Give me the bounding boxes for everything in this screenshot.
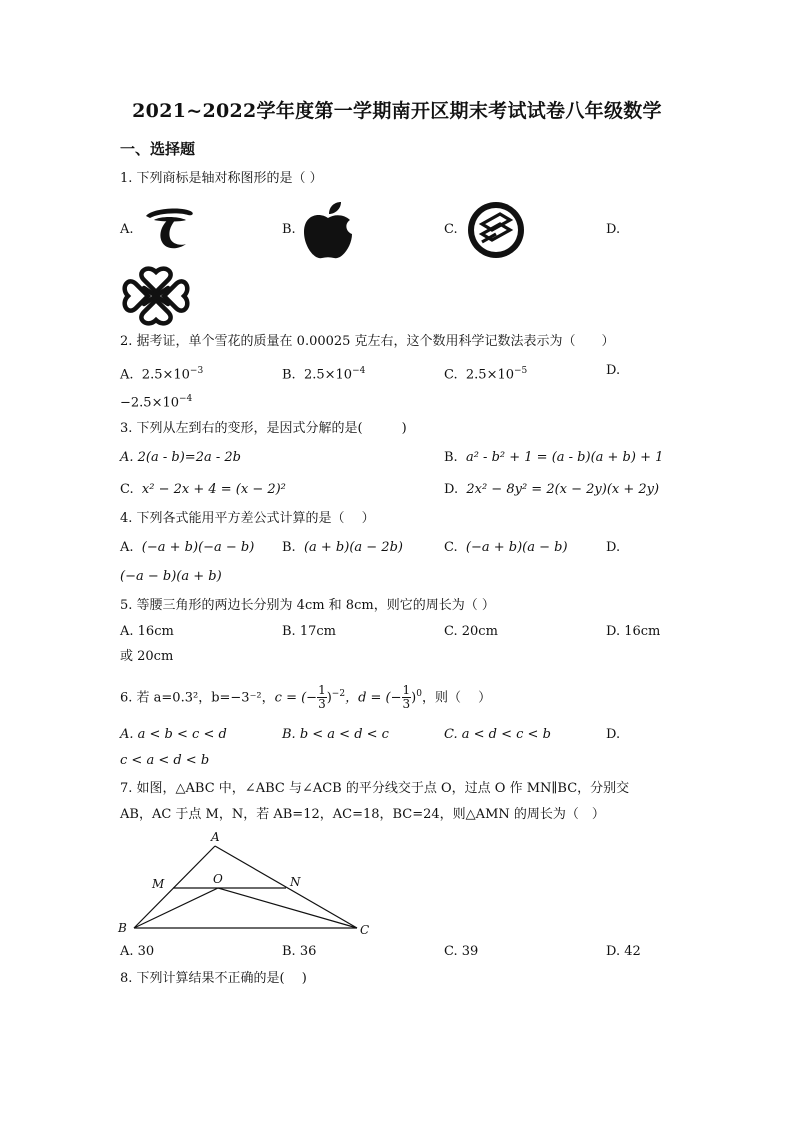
q5-option-b: B. 17cm xyxy=(282,624,336,639)
q5-option-c: C. 20cm xyxy=(444,624,498,639)
q7-option-d: D. 42 xyxy=(606,944,641,959)
q4-option-c: C. (−a + b)(a − b) xyxy=(444,540,568,555)
q5-option-a: A. 16cm xyxy=(120,624,174,639)
question-7-stem-line1: 7. 如图，△ABC 中，∠ABC 与∠ACB 的平分线交于点 O，过点 O 作 MN∥BC，分别交 xyxy=(120,781,630,796)
question-8-stem: 8. 下列计算结果不正确的是( ) xyxy=(120,971,307,986)
q6-option-a: A. a < b < c < d xyxy=(120,727,227,742)
q2-option-c: C. $2.5\times 10^{-5}$ xyxy=(444,366,528,383)
apple-logo xyxy=(300,200,356,262)
section-heading: 一、选择题 xyxy=(120,140,196,158)
q1-option-a-label: A. xyxy=(120,222,134,237)
china-unicom-knot-logo xyxy=(122,266,190,326)
fraction-one-third-d: $\frac{1}{3}$ xyxy=(402,683,411,712)
q3-option-b: B. a² - b² + 1 = (a - b)(a + b) + 1 xyxy=(444,450,664,465)
question-5-stem: 5. 等腰三角形的两边长分别为 4cm 和 8cm，则它的周长为（ ） xyxy=(120,598,495,613)
q1-option-b-label: B. xyxy=(282,222,296,237)
q7-option-a: A. 30 xyxy=(120,944,155,959)
label-c: C xyxy=(360,923,370,937)
q4-option-d-label: D. xyxy=(606,540,621,555)
question-3-stem: 3. 下列从左到右的变形，是因式分解的是( ) xyxy=(120,421,407,436)
question-6-stem: 6. 若 a=0.3²，b=−3⁻²，c = (− $\frac{1}{3}$ )$^{-2}$，d = (− $\frac{1}{3}$ )$^0$，则（ ） xyxy=(120,683,492,712)
label-a: A xyxy=(211,830,220,844)
q3-option-d: D. 2x² − 8y² = 2(x − 2y)(x + 2y) xyxy=(444,482,660,497)
fraction-one-third-c: $\frac{1}{3}$ xyxy=(318,683,326,712)
question-4-stem: 4. 下列各式能用平方差公式计算的是（ ） xyxy=(120,511,375,526)
q1-option-d-label: D. xyxy=(606,222,621,237)
q5-option-d-cont: 或 20cm xyxy=(120,649,174,664)
q7-option-c: C. 39 xyxy=(444,944,479,959)
triangle-diagram xyxy=(114,828,378,940)
q2-option-d-value: $-2.5\times 10^{-4}$ xyxy=(120,394,193,411)
q6-option-c: C. a < d < c < b xyxy=(444,727,551,742)
china-mobile-logo xyxy=(466,200,526,260)
question-7-stem-line2: AB，AC 于点 M，N，若 AB=12，AC=18，BC=24，则△AMN 的周长为（ ） xyxy=(120,807,605,822)
china-telecom-logo xyxy=(140,204,196,254)
q6-option-d-label: D. xyxy=(606,727,621,742)
label-m: M xyxy=(152,877,165,891)
q4-option-a: A. (−a + b)(−a − b) xyxy=(120,540,255,555)
q2-option-a: A. $2.5\times 10^{-3}$ xyxy=(120,366,204,383)
page-title: 2021~2022学年度第一学期南开区期末考试试卷八年级数学 xyxy=(132,100,662,122)
q6-option-d-value: c < a < d < b xyxy=(120,753,210,768)
label-o: O xyxy=(213,872,223,886)
question-2-stem: 2. 据考证，单个雪花的质量在 0.00025 克左右，这个数用科学记数法表示为（ ） xyxy=(120,334,615,349)
q1-option-c-label: C. xyxy=(444,222,458,237)
q3-option-a: A. 2(a - b)=2a - 2b xyxy=(120,450,241,465)
label-n: N xyxy=(290,875,301,889)
q4-option-b: B. (a + b)(a − 2b) xyxy=(282,540,403,555)
q3-option-c: C. x² − 2x + 4 = (x − 2)² xyxy=(120,482,286,497)
question-1-stem: 1. 下列商标是轴对称图形的是（ ） xyxy=(120,171,323,186)
q4-option-d-value: (−a − b)(a + b) xyxy=(120,569,222,584)
q2-option-b: B. $2.5\times 10^{-4}$ xyxy=(282,366,366,383)
q7-option-b: B. 36 xyxy=(282,944,317,959)
q2-option-d-label: D. xyxy=(606,363,621,378)
label-b: B xyxy=(118,921,127,935)
q6-option-b: B. b < a < d < c xyxy=(282,727,389,742)
q5-option-d: D. 16cm xyxy=(606,624,661,639)
